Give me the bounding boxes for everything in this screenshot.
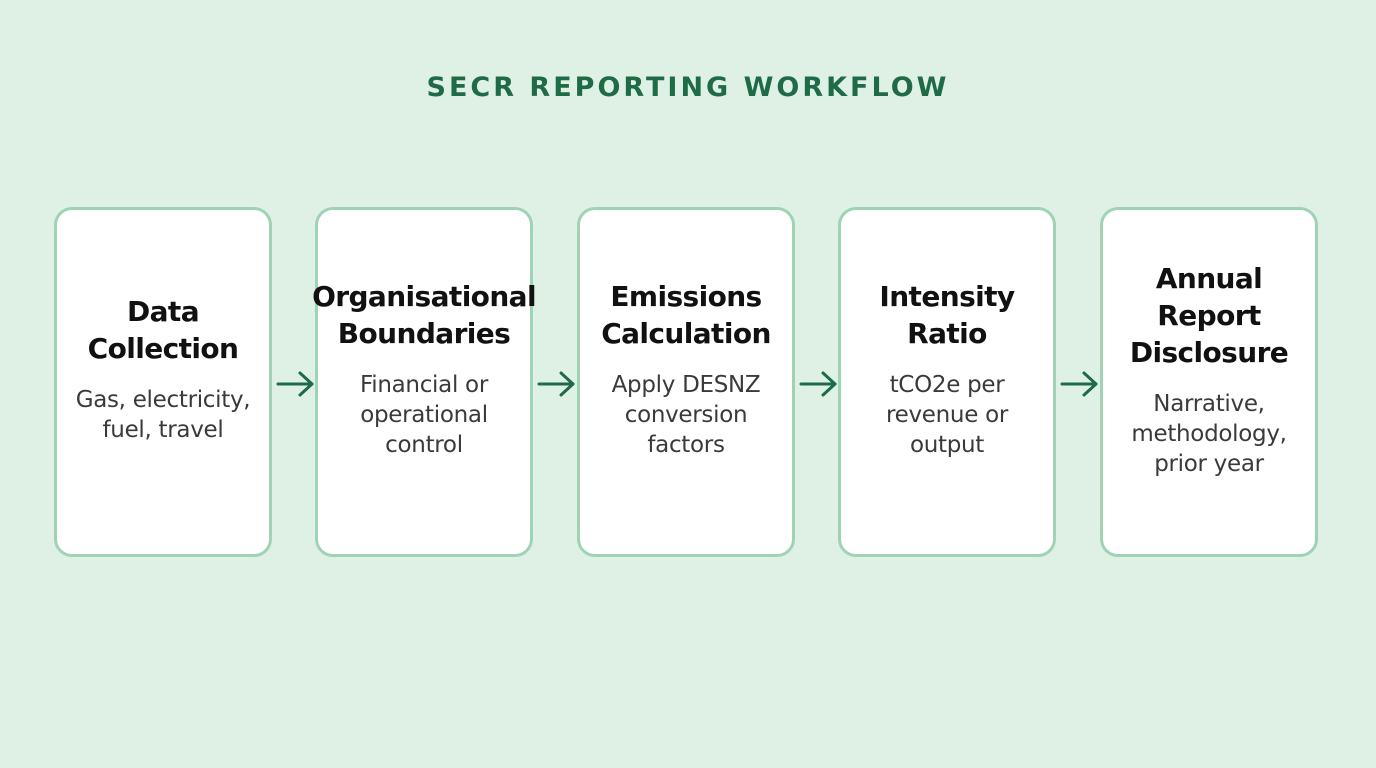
arrow-right-icon [1060, 369, 1100, 399]
arrow-right-icon [276, 369, 316, 399]
step-organisational-boundaries [312, 207, 536, 557]
step-description: Narrative, methodology, prior year [1131, 390, 1287, 477]
arrow-right-icon [537, 369, 577, 399]
step-annual-report-disclosure [1100, 207, 1318, 557]
step-intensity-ratio [838, 207, 1056, 557]
diagram-title: SECR REPORTING WORKFLOW [426, 72, 950, 103]
step-description: Financial or operational control [360, 372, 488, 458]
step-data-collection [54, 207, 272, 557]
step-heading: Emissions Calculation [601, 280, 771, 350]
step-heading: Data Collection [87, 295, 239, 365]
step-heading: Organisational Boundaries [312, 280, 536, 350]
arrow-right-icon [799, 369, 839, 399]
step-heading: Annual Report Disclosure [1129, 261, 1289, 369]
step-description: Apply DESNZ conversion factors [611, 372, 761, 458]
step-heading: Intensity Ratio [879, 280, 1015, 350]
step-description: tCO2e per revenue or output [885, 372, 1008, 458]
step-description: Gas, electricity, fuel, travel [75, 387, 251, 443]
step-emissions-calculation [577, 207, 795, 557]
